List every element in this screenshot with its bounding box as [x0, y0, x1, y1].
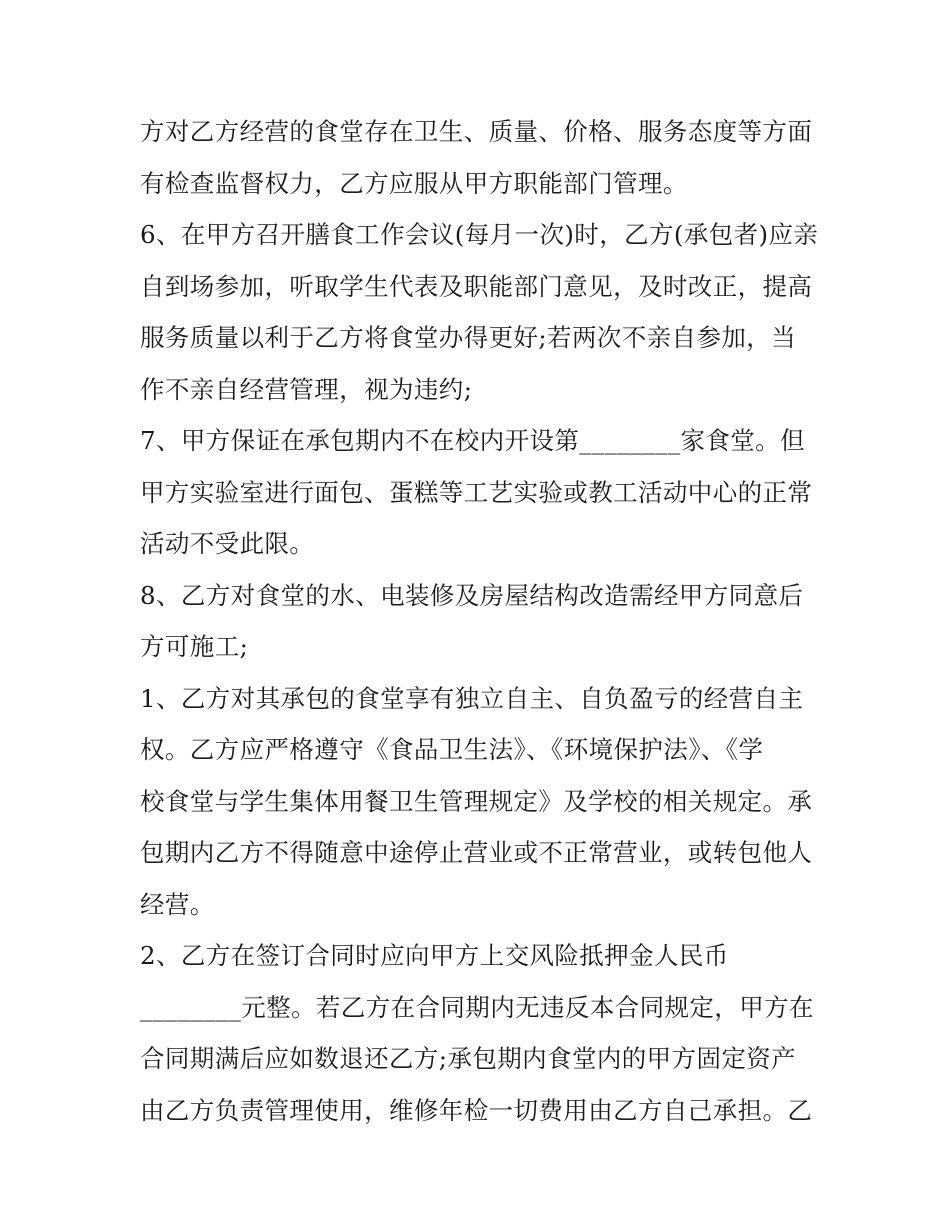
text-line-4: 自到场参加，听取学生代表及职能部门意见，及时改正，提高	[140, 271, 813, 301]
text-line-16: 经营。	[140, 889, 215, 919]
text-line-20: 由乙方负责管理使用，维修年检一切费用由乙方自己承担。乙	[140, 1095, 813, 1125]
text-line-1: 方对乙方经营的食堂存在卫生、质量、价格、服务态度等方面	[140, 117, 813, 146]
text-line-3: 6、在甲方召开膳食工作会议(每月一次)时，乙方(承包者)应亲	[140, 220, 819, 249]
text-line-9: 活动不受此限。	[140, 529, 315, 558]
text-line-18: ________元整。若乙方在合同期内无违反本合同规定，甲方在	[140, 992, 814, 1022]
text-line-5: 服务质量以利于乙方将食堂办得更好;若两次不亲自参加，当	[140, 323, 797, 352]
text-line-13: 权。乙方应严格遵守《食品卫生法》、《环境保护法》、《学	[140, 735, 764, 764]
text-line-14: 校食堂与学生集体用餐卫生管理规定》及学校的相关规定。承	[140, 786, 813, 816]
text-line-19: 合同期满后应如数退还乙方;承包期内食堂内的甲方固定资产	[140, 1044, 797, 1073]
text-line-8: 甲方实验室进行面包、蛋糕等工艺实验或教工活动中心的正常	[140, 477, 813, 507]
text-line-2: 有检查监督权力，乙方应服从甲方职能部门管理。	[140, 168, 688, 198]
text-line-11: 方可施工;	[140, 632, 249, 661]
text-line-7: 7、甲方保证在承包期内不在校内开设第________家食堂。但	[140, 426, 805, 455]
text-line-17: 2、乙方在签订合同时应向甲方上交风险抵押金人民币	[140, 941, 729, 970]
contract-text	[140, 106, 820, 1136]
text-line-6: 作不亲自经营管理，视为违约;	[140, 374, 473, 404]
text-line-10: 8、乙方对食堂的水、电装修及房屋结构改造需经甲方同意后	[140, 580, 804, 610]
text-line-15: 包期内乙方不得随意中途停止营业或不正常营业，或转包他人	[140, 838, 813, 867]
text-line-12: 1、乙方对其承包的食堂享有独立自主、自负盈亏的经营自主	[140, 683, 804, 713]
